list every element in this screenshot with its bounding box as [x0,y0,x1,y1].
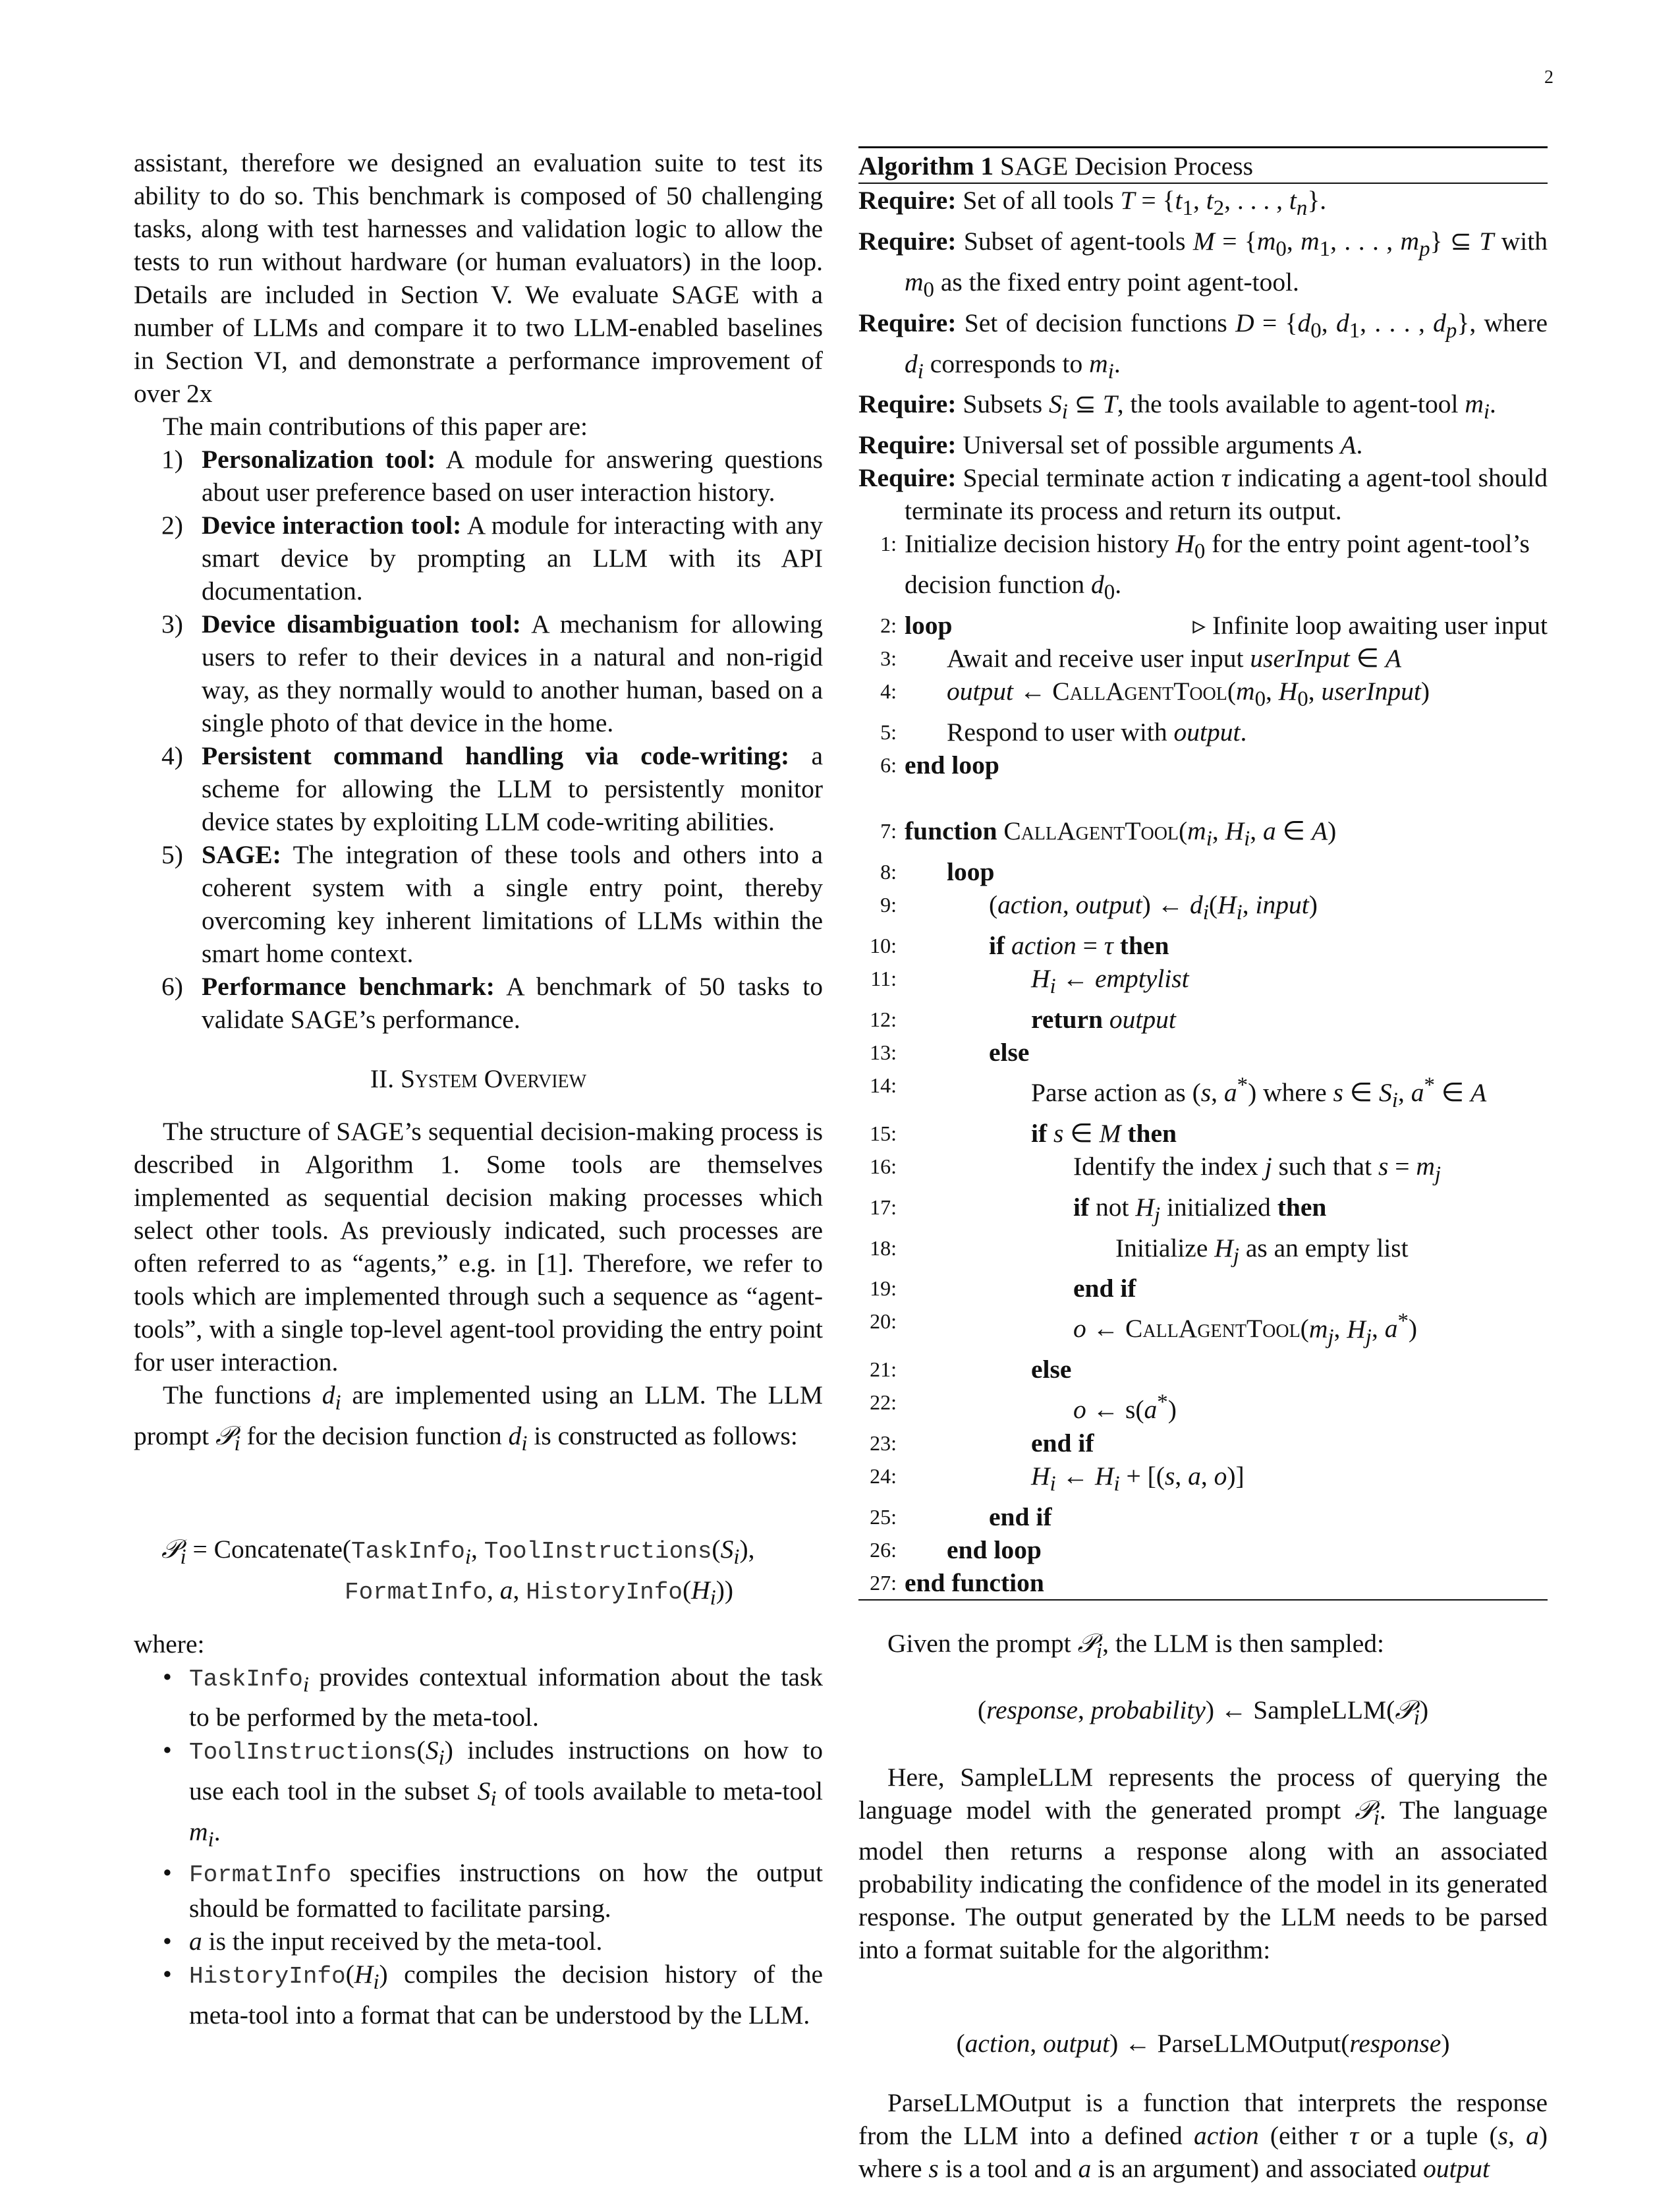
algo-line: 19: end if [870,1274,1136,1303]
algo-line: 15: if s ∈ M then [870,1118,1177,1148]
algo-line: 9: (action, output) ← $d_i(H_i$, input) [880,890,1318,924]
contribution-item: 5) SAGE: The integration of these tools and others into a coherent system with a single entry point, thereby overcoming key inherent limitations of LLMs within the smart home context. [161,840,823,968]
contribution-item: 1) Personalization tool: A module for answering questions about user preference based on user interaction history. [161,445,823,507]
algo-line: 27: end function [870,1568,1044,1597]
algo-line: 11: $H_i$ ← emptylist [870,963,1189,998]
algo-line: 13: else [870,1037,1030,1067]
require-line: Require: Set of decision functions $D = \{d_0$, $d_1$, . . . , $d_p$}, where $d_i$ corresponds to $m_i$. [858,308,1548,383]
algo-line: 26: end loop [870,1535,1042,1564]
algo-line: 4: output ← $CallAgentTool(m_0$, $H_0$, userInput) [880,677,1430,712]
contribution-item: 6) Performance benchmark: A benchmark of 50 tasks to validate SAGE’s performance. [161,972,823,1034]
algo-line: 12: return output [870,1004,1176,1034]
algo-line: 14: Parse action as (s, a*) where s ∈ $S_i$, a* ∈ A [870,1073,1487,1112]
algo-line: 6: end loop [880,751,999,780]
algo-line: 25: end if [870,1502,1052,1531]
algo-line: 10: if action = τ then [870,930,1169,960]
where-list [134,1660,823,2031]
algo-line: 1: Initialize decision history $H_0$ for the entry point agent-tool’s decision function $d_0$. [880,529,1530,605]
functions-paragraph: The functions $d_i$ are implemented using an LLM. The LLM prompt 𝒫$_i$ for the decision function $d_i$ is constructed as follows: [134,1380,823,1456]
here-paragraph: Here, SampleLLM represents the process of querying the language model with the generated prompt 𝒫$_i$. The language model then returns a response along with an associated probability indicating the confidence of the model in its generated response. The output generated by the LLM needs to be parsed into a format suitable for the algorithm: [858,1763,1548,1965]
require-line: Require: Subsets $S_i$ ⊆ T, the tools available to agent-tool $m_i$. [858,389,1496,424]
algo-line: 7: function $CallAgentTool(m_i$, $H_i$, a ∈ A) [880,816,1337,851]
algo-line: 16: Identify the index j such that $s = m_j$ [870,1151,1442,1186]
algo-line: 23: end if [870,1428,1094,1458]
where-item: • $HistoryInfo(H_i)$ compiles the decision history of the meta-tool into a format that can be understood by the LLM. [163,1960,823,2030]
algo-line: 17: if not $H_j$ initialized then [870,1192,1327,1227]
algo-line: 21: else [870,1355,1072,1384]
contribution-item: 2) Device interaction tool: A module for interacting with any smart device by prompting an LLM with its API documentation. [161,511,824,606]
contributions-list [134,443,823,1036]
algo-line: 24: $H_i$ ← $H_i + [(s$, a, o)] [870,1461,1245,1496]
parse-equation: (action, output) ← ParseLLMOutput(response) [956,2029,1450,2058]
contribution-item: 4) Persistent command handling via code-writing: a scheme for allowing the LLM to persistently monitor device states by exploiting LLM code-writing abilities. [161,741,823,836]
algo-line: 2: loop ▹ Infinite loop awaiting user input [880,611,1548,640]
algo-line: 8: loop [880,857,995,886]
right-column [858,146,1548,2185]
intro-paragraph: assistant, therefore we designed an evaluation suite to test its ability to do so. This benchmark is composed of 50 challenging tasks, along with test harnesses and validation logic to allow the tests to run without hardware (or human evaluators) in the loop. Details are included in Section V. We evaluate SAGE with a number of LLMs and compare it to two LLM-enabled baselines in Section VI, and demonstrate a performance improvement of over 2x [134,148,823,408]
overview-paragraph: The structure of SAGE’s sequential decision-making process is described in Algorithm 1. Some tools are themselves implemented as sequential decision making processes which select other tools. As previously indicated, such processes are often referred to as “agents,” e.g. in [1]. Therefore, we refer to tools which are implemented through such a sequence as “agent-tools”, with a single top-level agent-tool providing the entry point for user interaction. [134,1117,823,1376]
left-column [134,146,823,2031]
page-number: 2 [1544,67,1554,88]
algo-line: 22: o ← s(a*) [870,1390,1177,1425]
where-item: • TaskInfo$_i$ provides contextual information about the task to be performed by the meta-tool. [163,1662,823,1732]
algorithm-title: Algorithm 1 SAGE Decision Process [858,148,1548,184]
algo-line: 20: o ← $CallAgentTool(m_j$, $H_j$, a*) [870,1309,1418,1349]
algo-line: 3: Await and receive user input userInput ∈ A [880,644,1402,673]
prompt-equation: 𝒫$_i$ = Concatenate(TaskInfo$_i$, $ToolInstructions(S_i)$, FormatInfo, a, $HistoryInfo(H_i)$) [161,1534,755,1610]
algorithm-box [858,146,1548,1601]
require-line: Require: Set of all tools $T = \{t_1$, $t_2$, . . . , $t_n$}. [858,186,1327,220]
algo-line: 18: Initialize $H_j$ as an empty list [870,1233,1409,1268]
require-line: Require: Subset of agent-tools $M = \{m_0$, $m_1$, . . . , $m_p$} ⊆ T with $m_0$ as the fixed entry point agent-tool. [858,226,1548,302]
where-label: where: [134,1629,205,1659]
contributions-intro: The main contributions of this paper are: [163,412,588,441]
where-item: • $ToolInstructions(S_i)$ includes instructions on how to use each tool in the subset $S_i$ of tools available to meta-tool $m_i$. [163,1736,823,1852]
require-line: Require: Universal set of possible arguments A. [858,430,1363,460]
algo-line: 5: Respond to user with output. [880,718,1247,747]
parse-paragraph: ParseLLMOutput is a function that interprets the response from the LLM into a defined action (either τ or a tuple (s, a) where s is a tool and a is an argument) and associated output [858,2088,1548,2184]
where-item: • FormatInfo specifies instructions on how the output should be formatted to facilitate parsing. [163,1858,823,1923]
contribution-item: 3) Device disambiguation tool: A mechanism for allowing users to refer to their devices in a natural and non-rigid way, as they normally would to another human, based on a single photo of that device in the home. [161,610,823,737]
section-heading: II. System Overview [370,1064,587,1093]
require-line: Require: Special terminate action τ indicating a agent-tool should terminate its process and return its output. [858,463,1548,526]
where-item: • a is the input received by the meta-tool. [163,1927,603,1956]
sample-equation: (response, probability) ← SampleLLM(𝒫$_i$) [977,1695,1429,1730]
given-paragraph: Given the prompt 𝒫$_i$, the LLM is then sampled: [887,1628,1385,1663]
